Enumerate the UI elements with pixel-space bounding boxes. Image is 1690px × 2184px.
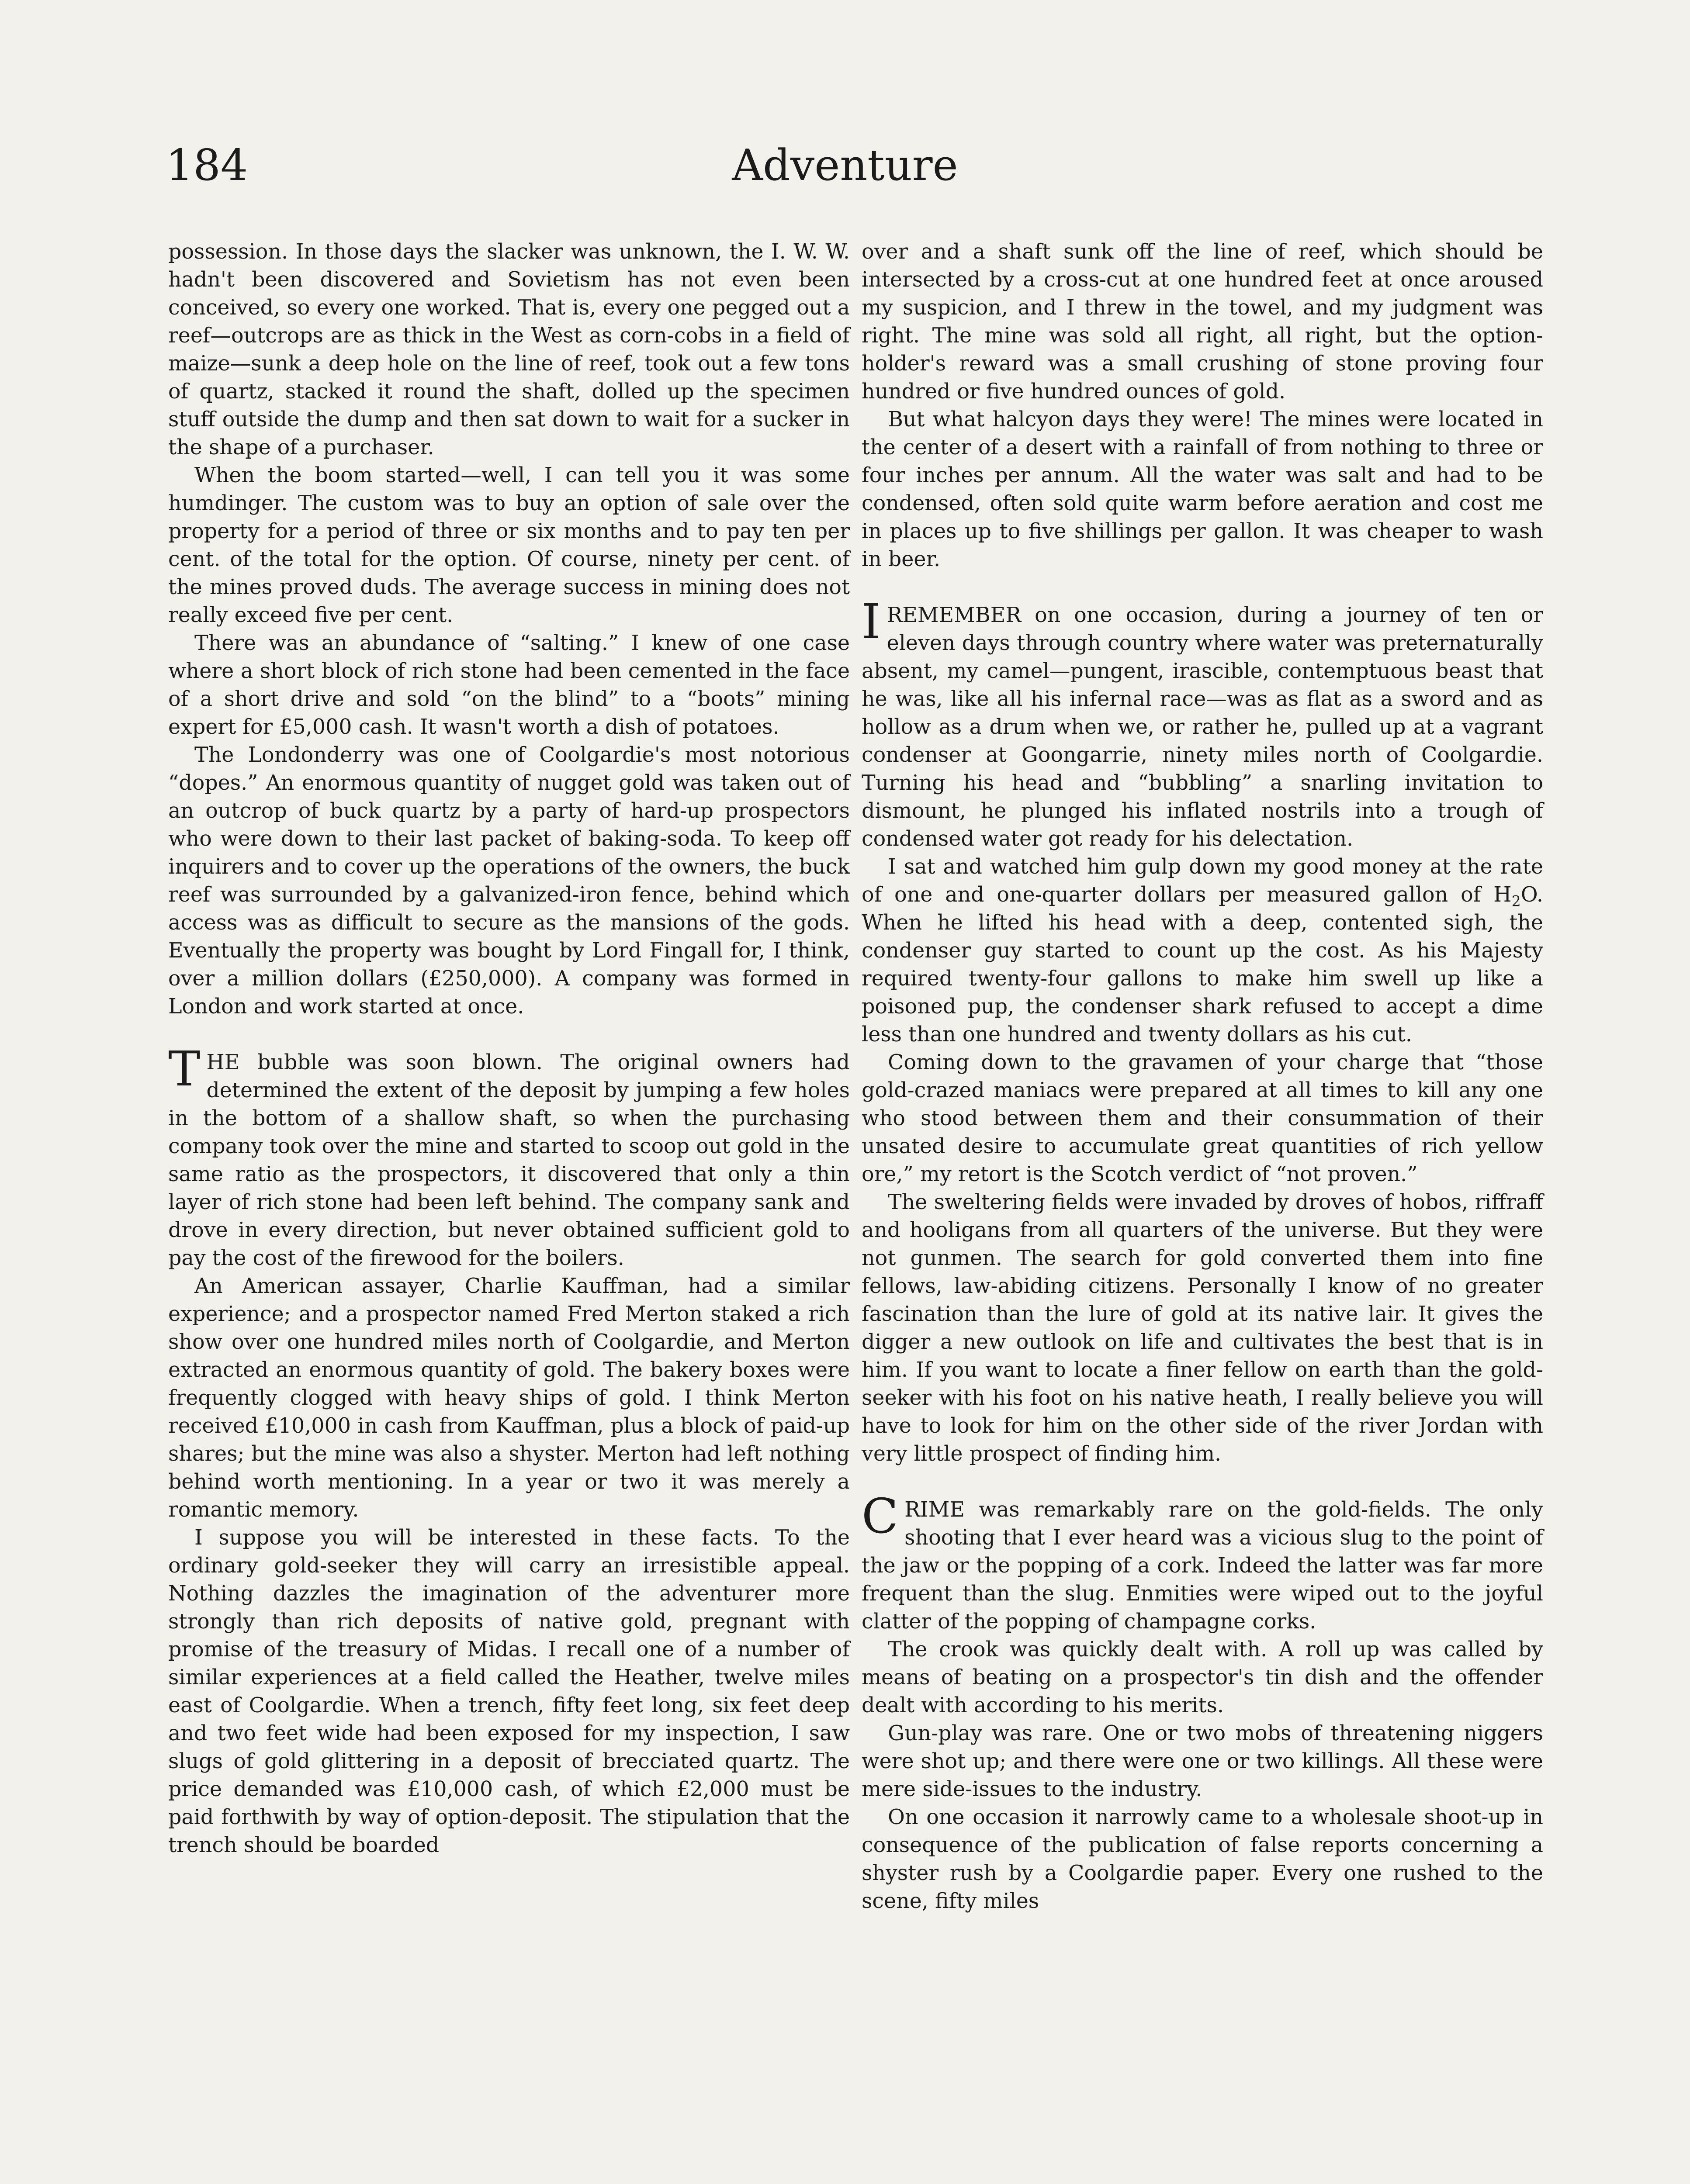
page-number: 184 xyxy=(166,141,248,190)
paragraph-text: HE bubble was soon blown. The original owners had determined the extent of the deposit by jumping a few holes in the bottom of a shallow shaft, so when the purchasing company took over the mine and started to scoop out gold in the same ratio as the prospectors, it discovered that only a thin layer of rich stone had been left behind. The company sank and drove in every direction, but never obtained sufficient gold to pay the cost of the firewood for the boilers. xyxy=(168,1051,850,1270)
paragraph-text: RIME was remarkably rare on the gold-fields. The only shooting that I ever heard was a vicious slug to the point of the jaw or the popping of a cork. Indeed the latter was far more frequent than the slug. Enmities were wiped out to the joyful clatter of the popping of champagne corks. xyxy=(862,1498,1543,1634)
paragraph xyxy=(862,853,1543,1049)
paragraph: possession. In those days the slacker was unknown, the I. W. W. hadn't been discovered and Sovietism has not even been conceived, so every one worked. That is, every one pegged out a reef—outcrops are as thick in the West as corn-cobs in a field of maize—sunk a deep hole on the line of reef, took out a few tons of quartz, stacked it round the shaft, dolled up the specimen stuff outside the dump and then sat down to wait for a sucker in the shape of a purchaser. xyxy=(168,240,850,460)
paragraph-text: I sat and watched him gulp down my good money at the rate of one and one-quarter dollars per measured gallon of H xyxy=(862,855,1543,907)
paragraph: On one occasion it narrowly came to a wholesale shoot-up in consequence of the publication of false reports concerning a shyster rush by a Coolgardie paper. Every one rushed to the scene, fifty miles xyxy=(862,1805,1543,1913)
paragraph: When the boom started—well, I can tell you it was some humdinger. The custom was to buy an option of sale over the property for a period of three or six months and to pay ten per cent. of the total for the option. Of course, ninety per cent. of the mines proved duds. The average success in mining does not really exceed five per cent. xyxy=(168,463,850,627)
paragraph: Coming down to the gravamen of your charge that “those gold-crazed maniacs were prepared at all times to kill any one who stood between them and their consummation of their unsated desire to accumulate great quantities of rich yellow ore,” my retort is the Scotch verdict of “not proven.” xyxy=(862,1051,1543,1186)
paragraph: An American assayer, Charlie Kauffman, had a similar experience; and a prospector named Fred Merton staked a rich show over one hundred miles north of Coolgardie, and Merton extracted an enormous quantity of gold. The bakery boxes were frequently clogged with heavy ships of gold. I think Merton received £10,000 in cash from Kauffman, plus a block of paid-up shares; but the mine was also a shyster. Merton had left nothing behind worth mentioning. In a year or two it was merely a romantic memory. xyxy=(168,1274,850,1522)
paragraph: There was an abundance of “salting.” I knew of one case where a short block of rich stone had been cemented in the face of a short drive and sold “on the blind” to a “boots” mining expert for £5,000 cash. It wasn't worth a dish of potatoes. xyxy=(168,631,850,739)
section-paragraph xyxy=(168,1041,850,1272)
paragraph: The sweltering fields were invaded by droves of hobos, riffraff and hooligans from all quarters of the universe. But they were not gunmen. The search for gold converted them into fine fellows, law-abiding citizens. Personally I know of no greater fascination than the lure of gold at its native lair. It gives the digger a new outlook on life and cultivates the best that is in him. If you want to locate a finer fellow on earth than the gold-seeker with his foot on his native heath, I really believe you will have to look for him on the other side of the river Jordan with very little prospect of finding him. xyxy=(862,1190,1543,1466)
drop-cap: T xyxy=(168,1041,201,1097)
paragraph: The crook was quickly dealt with. A roll up was called by means of beating on a prospector's tin dish and the offender dealt with according to his merits. xyxy=(862,1638,1543,1717)
paragraph: I suppose you will be interested in these facts. To the ordinary gold-seeker they will carry an irresistible appeal. Nothing dazzles the imagination of the adventurer more strongly than rich deposits of native gold, pregnant with promise of the treasury of Midas. I recall one of a number of similar experiences at a field called the Heather, twelve miles east of Coolgardie. When a trench, fifty feet long, six feet deep and two feet wide had been exposed for my inspection, I saw slugs of gold glittering in a deposit of brecciated quartz. The price demanded was £10,000 cash, of which £2,000 must be paid forthwith by way of option-deposit. The stipulation that the trench should be boarded xyxy=(168,1526,850,1857)
running-head: Adventure xyxy=(732,141,958,190)
drop-cap: I xyxy=(862,594,881,650)
paragraph-text: O. When he lifted his head with a deep, contented sigh, the condenser guy started to count up the cost. As his Majesty required twenty-four gallons to make him swell up like a poisoned pup, the condenser shark refused to accept a dime less than one hundred and twenty dollars as his cut. xyxy=(862,883,1543,1047)
right-column xyxy=(862,238,1543,1915)
paragraph: But what halcyon days they were! The mines were located in the center of a desert with a rainfall of from nothing to three or four inches per annum. All the water was salt and had to be condensed, often sold quite warm before aeration and cost me in places up to five shillings per gallon. It was cheaper to wash in beer. xyxy=(862,408,1543,571)
paragraph-text: REMEMBER on one occasion, during a journey of ten or eleven days through country where water was preternaturally absent, my camel—pungent, irascible, contemptuous beast that he was, like all his infernal race—was as flat as a sword and as hollow as a drum when we, or rather he, pulled up at a vagrant condenser at Goongarrie, ninety miles north of Coolgardie. Turning his head and “bubbling” a snarling invitation to dismount, he plunged his inflated nostrils into a trough of condensed water got ready for his delectation. xyxy=(862,603,1543,851)
section-paragraph xyxy=(862,1488,1543,1636)
paragraph: over and a shaft sunk off the line of reef, which should be intersected by a cross-cut at one hundred feet at once aroused my suspicion, and I threw in the towel, and my judgment was right. The mine was sold all right, all right, but the option-holder's reward was a small crushing of stone proving four hundred or five hundred ounces of gold. xyxy=(862,240,1543,404)
section-paragraph xyxy=(862,594,1543,853)
subscript: 2 xyxy=(1511,892,1521,910)
drop-cap: C xyxy=(862,1488,899,1544)
paragraph: The Londonderry was one of Coolgardie's most notorious “dopes.” An enormous quantity of nugget gold was taken out of an outcrop of buck quartz by a party of hard-up prospectors who were down to their last packet of baking-soda. To keep off inquirers and to cover up the operations of the owners, the buck reef was surrounded by a galvanized-iron fence, behind which access was as difficult to secure as the mansions of the gods. Eventually the property was bought by Lord Fingall for, I think, over a million dollars (£250,000). A company was formed in London and work started at once. xyxy=(168,743,850,1019)
left-column xyxy=(168,238,850,1859)
paragraph: Gun-play was rare. One or two mobs of threatening niggers were shot up; and there were one or two killings. All these were mere side-issues to the industry. xyxy=(862,1721,1543,1801)
